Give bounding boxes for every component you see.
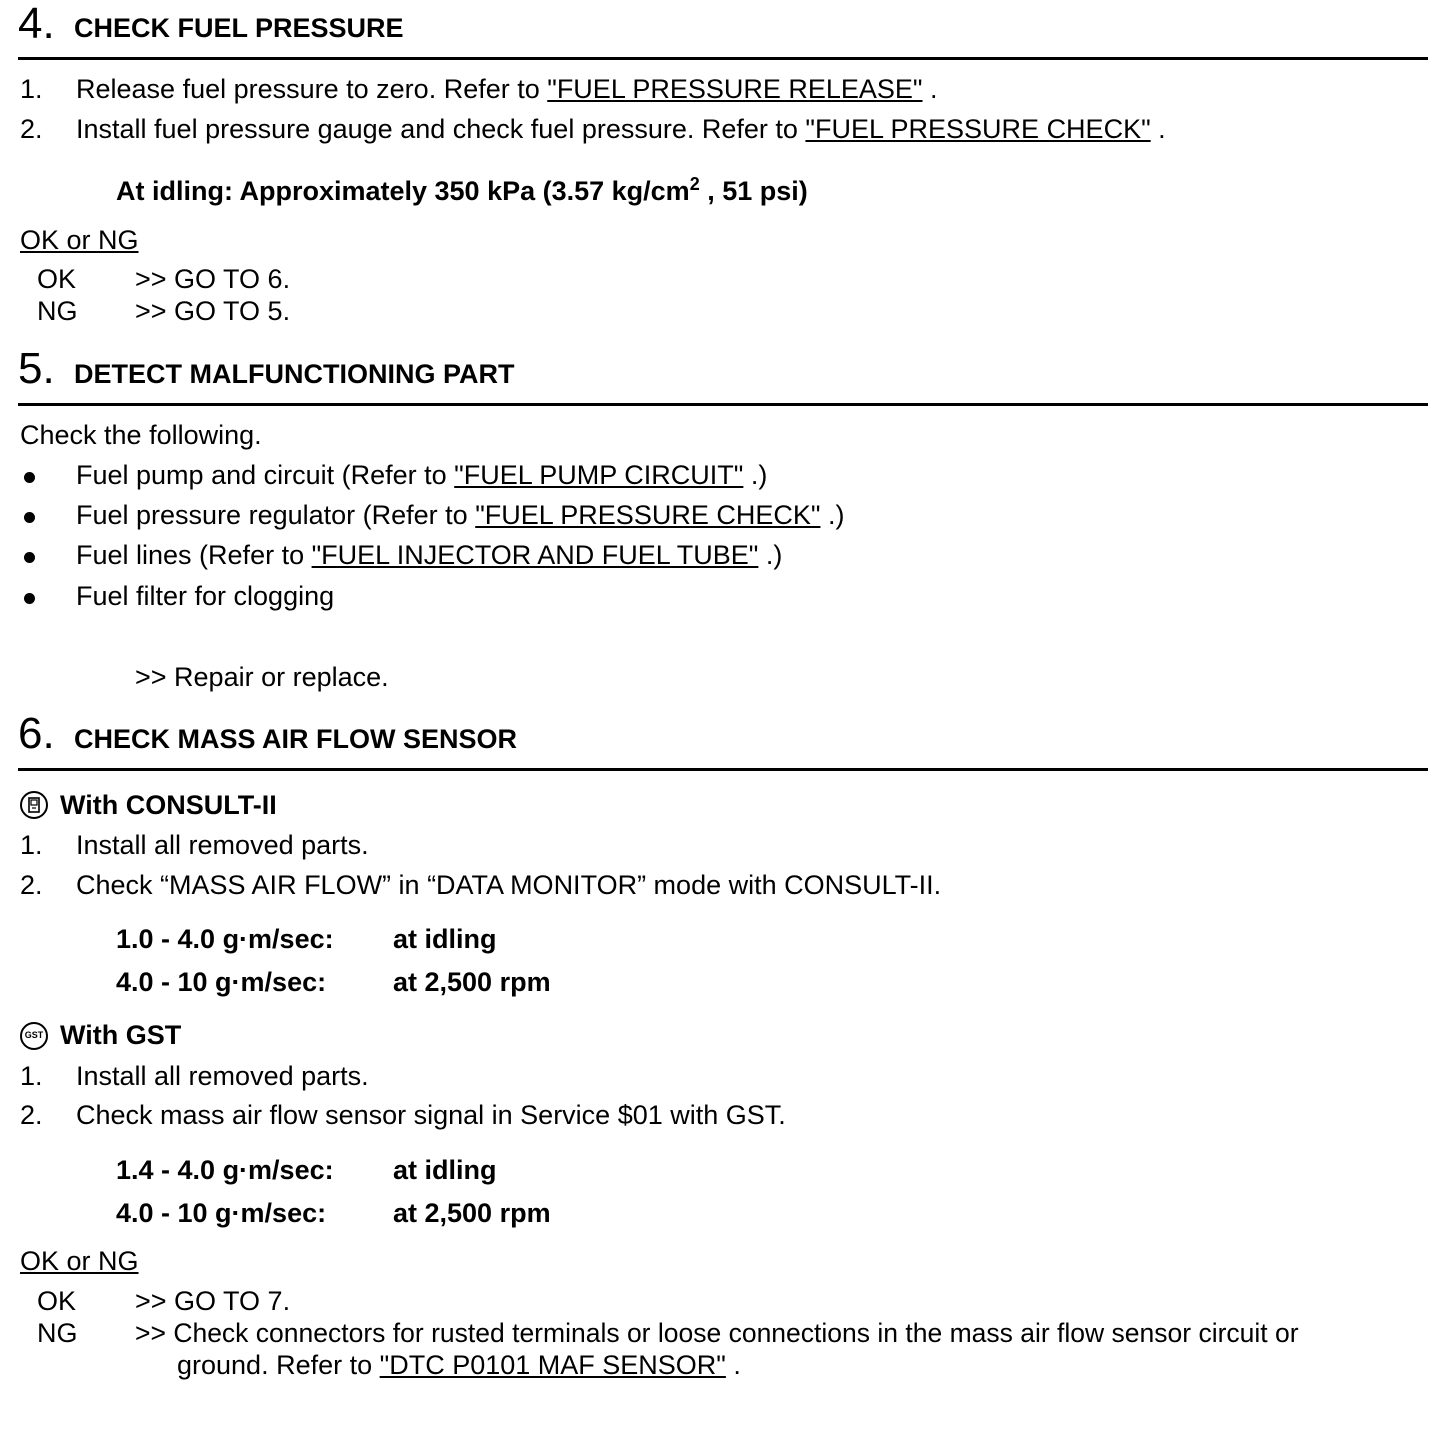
gst-item-1: Install all removed parts. <box>76 1061 369 1091</box>
consult-item-2-number: 2. <box>20 870 43 900</box>
step-6-title: CHECK MASS AIR FLOW SENSOR <box>74 724 518 754</box>
gst-icon <box>20 1022 48 1050</box>
dtc-p0101-maf-sensor-link[interactable]: "DTC P0101 MAF SENSOR" <box>379 1350 726 1380</box>
step-4-item-1-text: Release fuel pressure to zero. Refer to <box>76 74 548 104</box>
bullet-icon <box>24 552 35 563</box>
gst-spec-1-condition: at idling <box>393 1155 497 1185</box>
step-4-item-1 <box>76 73 938 105</box>
step-6-divider <box>18 768 1428 771</box>
gst-heading: With GST <box>60 1020 182 1050</box>
step-4-ok-action: >> GO TO 6. <box>135 264 291 294</box>
step-4-item-2-text: Install fuel pressure gauge and check fuel pressure. Refer to <box>76 114 806 144</box>
step-4-item-2-suffix: . <box>1150 114 1166 144</box>
bullet-2-text: Fuel pressure regulator (Refer to <box>76 500 476 530</box>
step-4-ok-label: OK <box>37 264 77 294</box>
consult-icon <box>20 791 48 819</box>
spec-suffix: , 51 psi) <box>699 176 808 206</box>
bullet-4-text: Fuel filter for clogging <box>76 581 335 611</box>
step-4-divider <box>18 57 1428 60</box>
gst-spec-2-value: 4.0 - 10 g·m/sec: <box>116 1198 327 1228</box>
consult-spec-1-condition: at idling <box>393 924 497 954</box>
ng-action-line-2-text: ground. Refer to <box>177 1350 380 1380</box>
consult-spec-2-condition: at 2,500 rpm <box>393 967 551 997</box>
consult-item-1: Install all removed parts. <box>76 830 369 860</box>
step-5-title: DETECT MALFUNCTIONING PART <box>74 359 515 389</box>
spec-text: At idling: Approximately 350 kPa (3.57 kg/cm <box>116 176 690 206</box>
step-6-number: 6. <box>18 709 55 758</box>
step-4-title: CHECK FUEL PRESSURE <box>74 13 404 43</box>
bullet-3-text: Fuel lines (Refer to <box>76 540 312 570</box>
step-6-ng-label: NG <box>37 1318 78 1348</box>
bullet-2-suffix: .) <box>820 500 845 530</box>
bullet-icon <box>24 593 35 604</box>
consult-item-2: Check “MASS AIR FLOW” in “DATA MONITOR” mode with CONSULT-II. <box>76 870 942 900</box>
step-4-spec <box>116 175 808 207</box>
step-4-ok-ng-label: OK or NG <box>20 225 139 255</box>
gst-item-2-number: 2. <box>20 1100 43 1130</box>
step-6-ng-action-line-1: >> Check connectors for rusted terminals or loose connections in the mass air flow sensor circuit or <box>135 1318 1299 1348</box>
gst-icon-text: GST <box>24 1030 44 1040</box>
step-4-number: 4. <box>18 0 55 48</box>
bullet-icon <box>24 472 35 483</box>
gst-spec-2-condition: at 2,500 rpm <box>393 1198 551 1228</box>
fuel-pressure-check-link[interactable]: "FUEL PRESSURE CHECK" <box>805 114 1151 144</box>
step-5-action: >> Repair or replace. <box>135 662 389 692</box>
step-4-ng-label: NG <box>37 296 78 326</box>
gst-item-1-number: 1. <box>20 1061 43 1091</box>
bullet-1-suffix: .) <box>743 460 768 490</box>
ng-action-line-2-suffix: . <box>725 1350 741 1380</box>
step-6-ok-label: OK <box>37 1286 77 1316</box>
step-6-ok-action: >> GO TO 7. <box>135 1286 291 1316</box>
step-5-divider <box>18 403 1428 406</box>
bullet-1-text: Fuel pump and circuit (Refer to <box>76 460 455 490</box>
spec-superscript: 2 <box>689 174 700 194</box>
consult-spec-2-value: 4.0 - 10 g·m/sec: <box>116 967 327 997</box>
step-4-item-2 <box>76 113 1166 145</box>
consult-heading: With CONSULT-II <box>60 790 277 820</box>
fuel-pressure-check-link[interactable]: "FUEL PRESSURE CHECK" <box>475 500 821 530</box>
fuel-injector-and-fuel-tube-link[interactable]: "FUEL INJECTOR AND FUEL TUBE" <box>311 540 759 570</box>
step-5-intro: Check the following. <box>20 420 262 450</box>
step-4-ng-action: >> GO TO 5. <box>135 296 291 326</box>
fuel-pressure-release-link[interactable]: "FUEL PRESSURE RELEASE" <box>547 74 923 104</box>
step-5-bullet-3 <box>76 539 782 571</box>
step-5-bullet-1 <box>76 459 767 491</box>
consult-spec-1-value: 1.0 - 4.0 g·m/sec: <box>116 924 334 954</box>
step-6-ok-ng-label: OK or NG <box>20 1246 139 1276</box>
fuel-pump-circuit-link[interactable]: "FUEL PUMP CIRCUIT" <box>454 460 744 490</box>
gst-item-2: Check mass air flow sensor signal in Service $01 with GST. <box>76 1100 786 1130</box>
step-4-item-2-number: 2. <box>20 114 43 144</box>
step-6-ng-action-line-2 <box>177 1349 741 1381</box>
step-5-number: 5. <box>18 344 55 393</box>
step-5-bullet-2 <box>76 499 844 531</box>
consult-item-1-number: 1. <box>20 830 43 860</box>
gst-spec-1-value: 1.4 - 4.0 g·m/sec: <box>116 1155 334 1185</box>
step-4-item-1-suffix: . <box>922 74 938 104</box>
step-5-bullet-4 <box>76 580 334 612</box>
bullet-icon <box>24 512 35 523</box>
bullet-3-suffix: .) <box>758 540 783 570</box>
step-4-item-1-number: 1. <box>20 74 43 104</box>
